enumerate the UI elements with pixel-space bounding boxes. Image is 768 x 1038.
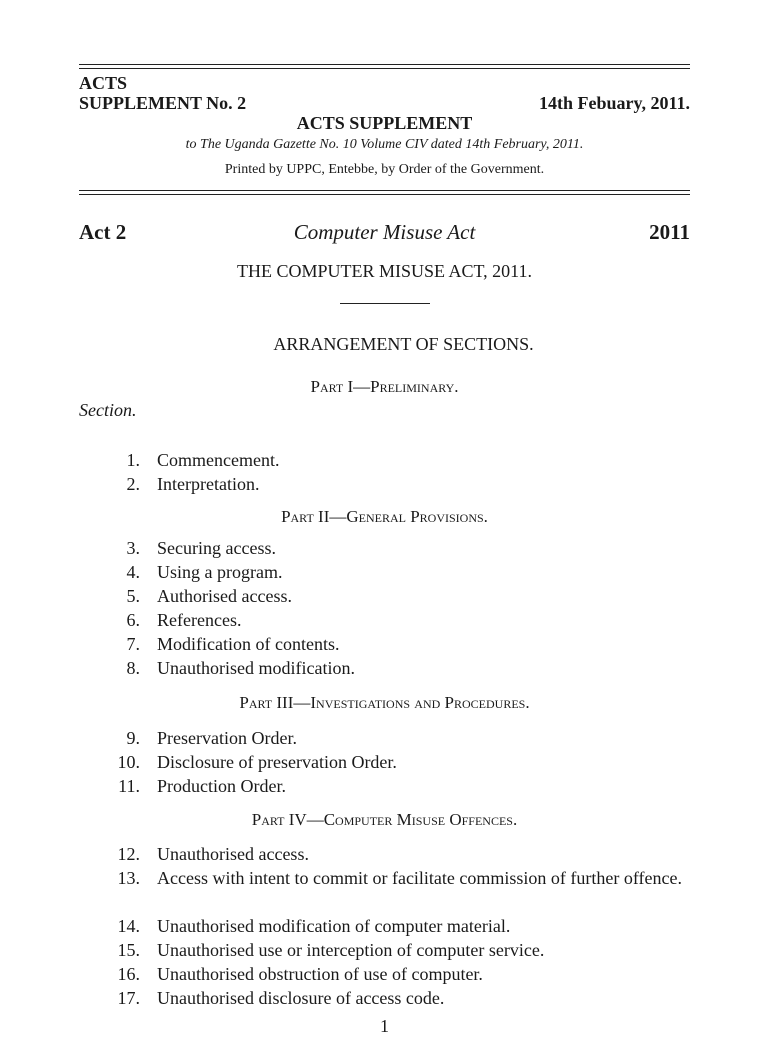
section-number: 2. <box>126 474 140 494</box>
title-underline <box>340 303 430 304</box>
supplement-title: ACTS SUPPLEMENT <box>296 113 473 133</box>
section-number: 12. <box>117 844 140 864</box>
section-title: References. <box>157 610 242 630</box>
section-number: 8. <box>126 658 140 678</box>
act-title: Computer Misuse Act <box>293 220 476 244</box>
section-number: 15. <box>117 940 140 960</box>
section-number: 16. <box>117 964 140 984</box>
header-rule-top <box>79 64 690 65</box>
section-number: 9. <box>126 728 140 748</box>
section-title: Securing access. <box>157 538 276 558</box>
section-title: Unauthorised obstruction of use of computer. <box>157 964 483 984</box>
section-number: 4. <box>126 562 140 582</box>
part-heading: Part I—Preliminary. <box>310 377 459 396</box>
part-heading: Part IV—Computer Misuse Offences. <box>251 810 518 829</box>
section-number: 11. <box>118 776 140 796</box>
section-number: 14. <box>117 916 140 936</box>
section-title: Using a program. <box>157 562 283 582</box>
main-title: THE COMPUTER MISUSE ACT, 2011. <box>236 261 533 281</box>
section-title: Interpretation. <box>157 474 260 494</box>
supplement-number: SUPPLEMENT No. 2 <box>79 93 247 113</box>
act-number: Act 2 <box>79 220 127 244</box>
acts-label: ACTS <box>79 73 128 93</box>
arrangement-heading: ARRANGEMENT OF SECTIONS. <box>273 334 534 354</box>
section-column-label: Section. <box>79 400 137 420</box>
header-rule-bottom-2 <box>79 194 690 195</box>
section-title: Unauthorised use or interception of computer service. <box>157 940 545 960</box>
section-number: 10. <box>117 752 140 772</box>
printer-notice: Printed by UPPC, Entebbe, by Order of the Government. <box>224 162 545 177</box>
section-number: 1. <box>126 450 140 470</box>
gazette-reference: to The Uganda Gazette No. 10 Volume CIV dated 14th February, 2011. <box>185 137 584 152</box>
section-title: Unauthorised modification. <box>157 658 355 678</box>
section-title: Unauthorised modification of computer material. <box>157 916 511 936</box>
page-number: 1 <box>380 1016 389 1036</box>
act-year: 2011 <box>649 220 690 244</box>
section-number: 6. <box>126 610 140 630</box>
section-title: Commencement. <box>157 450 280 470</box>
section-number: 7. <box>126 634 140 654</box>
section-title: Authorised access. <box>157 586 292 606</box>
section-title: Unauthorised access. <box>157 844 309 864</box>
supplement-date: 14th Febuary, 2011. <box>538 93 690 113</box>
section-title: Access with intent to commit or facilitate commission of further offence. <box>157 868 683 888</box>
part-heading: Part II—General Provisions. <box>281 507 488 526</box>
section-number: 3. <box>126 538 140 558</box>
header-rule-bottom <box>79 190 690 191</box>
section-title: Modification of contents. <box>157 634 340 654</box>
part-heading: Part III—Investigations and Procedures. <box>239 693 530 712</box>
section-title: Preservation Order. <box>157 728 297 748</box>
section-title: Unauthorised disclosure of access code. <box>157 988 445 1008</box>
section-title: Disclosure of preservation Order. <box>157 752 397 772</box>
section-title: Production Order. <box>157 776 286 796</box>
header-rule-top-2 <box>79 68 690 69</box>
section-number: 13. <box>117 868 140 888</box>
section-number: 17. <box>117 988 140 1008</box>
section-number: 5. <box>126 586 140 606</box>
